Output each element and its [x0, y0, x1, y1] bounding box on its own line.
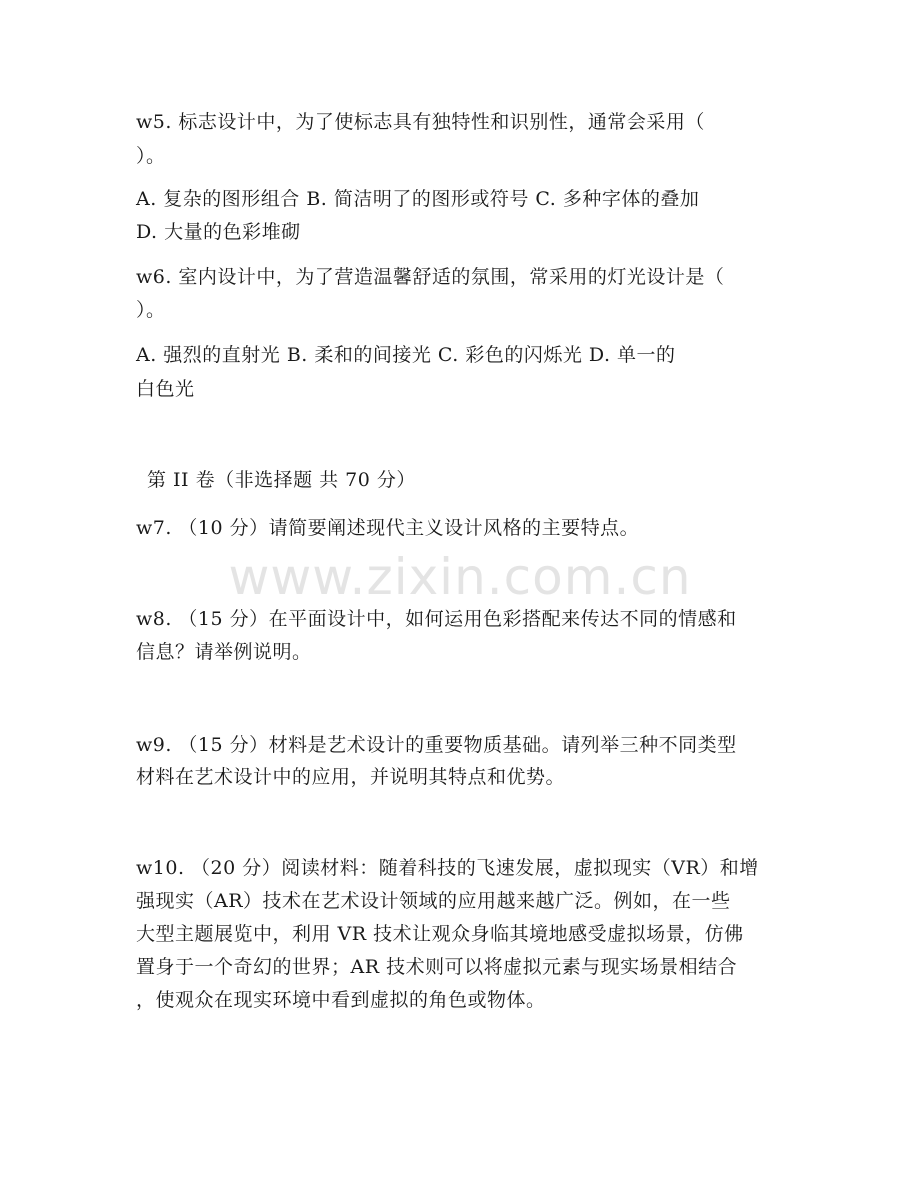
question-10-line-4: 置身于一个奇幻的世界；AR 技术则可以将虚拟元素与现实场景相结合	[136, 956, 738, 978]
question-10-line-2: 强现实（AR）技术在艺术设计领域的应用越来越广泛。例如，在一些	[136, 890, 731, 912]
question-7-line-1: w7. （10 分）请简要阐述现代主义设计风格的主要特点。	[136, 517, 640, 539]
question-8-line-2: 信息？请举例说明。	[136, 641, 312, 663]
question-10-line-5: ，使观众在现实环境中看到虚拟的角色或物体。	[136, 989, 546, 1011]
question-9-line-2: 材料在艺术设计中的应用，并说明其特点和优势。	[136, 766, 566, 788]
question-5-options-line-1: A. 复杂的图形组合 B. 简洁明了的图形或符号 C. 多种字体的叠加	[136, 188, 700, 210]
section-2-title: 第 II 卷（非选择题 共 70 分）	[147, 469, 416, 491]
question-8-line-1: w8. （15 分）在平面设计中，如何运用色彩搭配来传达不同的情感和	[136, 608, 737, 630]
question-6-options-line-2: 白色光	[136, 378, 195, 400]
question-6-options-line-1: A. 强烈的直射光 B. 柔和的间接光 C. 彩色的闪烁光 D. 单一的	[136, 344, 676, 366]
question-9-line-1: w9. （15 分）材料是艺术设计的重要物质基础。请列举三种不同类型	[136, 734, 737, 756]
question-10-line-3: 大型主题展览中，利用 VR 技术让观众身临其境地感受虚拟场景，仿佛	[136, 923, 744, 945]
question-10-line-1: w10. （20 分）阅读材料：随着科技的飞速发展，虚拟现实（VR）和增	[136, 857, 759, 879]
question-5-options-line-2: D. 大量的色彩堆砌	[136, 221, 301, 243]
question-6-line-1: w6. 室内设计中，为了营造温馨舒适的氛围，常采用的灯光设计是（	[136, 266, 725, 288]
watermark: www.zixin.com.cn	[228, 548, 692, 606]
question-6-line-2: ）。	[136, 299, 166, 321]
question-5-line-2: ）。	[136, 145, 166, 167]
question-5-line-1: w5. 标志设计中，为了使标志具有独特性和识别性，通常会采用（	[136, 111, 705, 133]
